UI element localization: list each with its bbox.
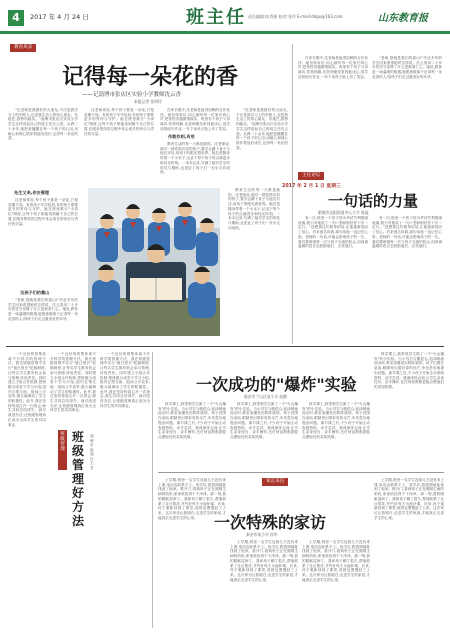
main-story-col1: "沈老师是我最好的大朋友,不仅是我学习上的引路人,也是我生活上的知心朋友。有她在,我特别踏实。"淄博市张店区实验小学学生这样说起自己的班主任沈云香。从教二十余年,她把爱播撒在每一个孩子的心田,用耐心和细心陪伴着他们成长,记得每一朵花的香。 — [8, 108, 78, 141]
main-story-subhead-2: 作敢作则,有用 — [168, 134, 195, 139]
side-story-col1: 一个良好的班集体离不开科学的管理方法。我在班级管理中实行"值日班长"轮换制度,让每名学生都有机会参与管理,体验责任。同时建立小组合作机制,把班级分成若干学习小组,组内互帮互助、组间公平竞争,极大地调动了学生的积极性。此外,我还坚持每周召开一次班会,师生共同总结得失、商讨改进办法,让班级管理真正成为全体学生的共同事业。 — [8, 352, 46, 427]
story-b-col1: 上学期,班里一名学生连续几天没有来上课,电话也联系不上。放学后,我按照地址找到了他家。推开门,看到孩子正在照顾生病的奶奶,家里收拾得干干净净。那一刻,我的眼眶湿润了。我和孩子聊了很久,帮他联系了社区帮扶,并约好每天为他补课。后来,孩子重新回到了课堂,成绩也慢慢赶了上来。这次家访让我明白,走进学生的家庭,才能真正走进学生的心里。 — [158, 478, 226, 520]
main-story-tag: 教育风采 — [10, 44, 36, 52]
story-a-headline: 一次成功的"爆炸"实验 — [196, 375, 357, 394]
section-divider — [6, 346, 444, 347]
story-b-col3: 上学期,班里一名学生连续几天没有来上课,电话也联系不上。放学后,我按照地址找到了他家。推开门,看到孩子正在照顾生病的奶奶,家里收拾得干干净净。那一刻,我的眼眶湿润了。我和孩子聊了很久,帮他联系了社区帮扶,并约好每天为他补课。后来,孩子重新回到了课堂,成绩也慢慢赶了上来。这次家访让我明白,走进学生的家庭,才能真正走进学生的心里。 — [302, 540, 370, 582]
main-story-col3b: 教育生活的每一天都是新的。沈老师说,面对一群性格各异的孩子,要学会蹲下身子与他们对话,用孩子的眼光看世界。她总是随身带着一个小本子,记录下每个孩子的点滴进步和闪光时刻。一本本记录,写满了她对学生的牵挂与期盼,也见证了孩子们一步步走向成熟。 — [160, 142, 230, 175]
story-a-col2: 科学课上,我带领学生做了一个"火山爆发"的小实验。当小苏打与醋混合,泡沫喷涌而出时,教室里爆发出阵阵欢呼。孩子们围在桌前,眼睛里闪着好奇的光芒,争先恐后地提出问题。那节课之后,不少孩子开始主动查阅资料、动手尝试。我深深体会到,让学生亲身经历、亲手操作,比任何说教都更能点燃他们的求知热情。 — [230, 402, 298, 439]
main-story-subheadline: ——记淄博市张店区实验小学教师沈云香 — [82, 92, 182, 98]
quote-story-body-1: 有一次,班里一个孩子因为考试失利情绪低落,我只对他说了一句:"老师相信你下次一定行。"没想到这句简单的话,让他重新找回了信心。后来他告诉我,那句话他一直记在心里。老师的一句话,可能会影响孩子的一生。我们要珍惜每一次与孩子交流的机会,用真诚温暖的语言去鼓励他们、点亮他们。 — [298, 216, 368, 249]
story-b-col2: 上学期,班里一名学生连续几天没有来上课,电话也联系不上。放学后,我按照地址找到了他家。推开门,看到孩子正在照顾生病的奶奶,家里收拾得干干净净。那一刻,我的眼眶湿润了。我和孩子聊了很久,帮他联系了社区帮扶,并约好每天为他补课。后来,孩子重新回到了课堂,成绩也慢慢赶了上来。这次家访让我明白,走进学生的家庭,才能真正走进学生的心里。 — [230, 540, 298, 582]
main-story-col7: "老师,您就是我们的靠山!"毕业多年的学生回来看望她时这样说。沈云香用二十多年的坚守诠释了什么是师者仁心。她说,教育是一场温暖的相遇,她愿意做那个记得每一朵花香的人,陪孩子们走过最美好的年华。 — [372, 56, 442, 79]
side-story-headline: 班级管理好方法 — [72, 430, 85, 528]
header-rule — [0, 31, 450, 34]
story-a-col3: 科学课上,我带领学生做了一个"火山爆发"的小实验。当小苏打与醋混合,泡沫喷涌而出时,教室里爆发出阵阵欢呼。孩子们围在桌前,眼睛里闪着好奇的光芒,争先恐后地提出问题。那节课之后,不少孩子开始主动查阅资料、动手尝试。我深深体会到,让学生亲身经历、亲手操作,比任何说教都更能点燃他们的求知热情。 — [302, 402, 370, 439]
main-story-col4: "沈老师是我最好的大朋友,不仅是我学习上的引路人,也是我生活上的知心朋友。有她在,我特别踏实。"淄博市张店区实验小学学生这样说起自己的班主任沈云香。从教二十余年,她把爱播撒在每一个孩子的心田,用耐心和细心陪伴着他们成长,记得每一朵花的香。 — [236, 108, 288, 150]
side-story-byline: 淄博市临淄区 王芳 — [90, 434, 94, 470]
quote-story-date: 2017 年 2 月 1 日 星期三 — [282, 184, 341, 189]
quote-story-tag: 主任论坛 — [298, 172, 324, 180]
main-story-subhead-3: 当孩子们的靠山 — [20, 290, 50, 295]
quote-story-headline: 一句话的力量 — [328, 192, 419, 210]
main-story-byline: 本报记者 张明玲 — [134, 99, 162, 104]
column-divider-2 — [152, 352, 153, 628]
page-number: 4 — [8, 10, 24, 26]
story-b-byline: 泰安市某小学 孙华 — [246, 532, 278, 537]
quote-story-byline: 肥城市仪阳街道中心小学 陈磊 — [318, 210, 369, 215]
main-story-col5: 教育生活的每一天都是新的。沈老师说,面对一群性格各异的孩子,要学会蹲下身子与他们对话,用孩子的眼光看世界。她总是随身带着一个小本子,记录下每个孩子的点滴进步和闪光时刻。一本本记录,写满了她对学生的牵挂与期盼,也见证了孩子们一步步走向成熟。 — [228, 188, 280, 230]
main-story-subhead-1: 先生又来,你去管理 — [14, 190, 50, 195]
story-divider — [158, 472, 444, 473]
side-story-col2: 一个良好的班集体离不开科学的管理方法。我在班级管理中实行"值日班长"轮换制度,让每名学生都有机会参与管理,体验责任。同时建立小组合作机制,把班级分成若干学习小组,组内互帮互助、组间公平竞争,极大地调动了学生的积极性。此外,我还坚持每周召开一次班会,师生共同总结得失、商讨改进办法,让班级管理真正成为全体学生的共同事业。 — [50, 352, 96, 413]
masthead — [0, 0, 450, 40]
story-a-col4: 科学课上,我带领学生做了一个"火山爆发"的小实验。当小苏打与醋混合,泡沫喷涌而出时,教室里爆发出阵阵欢呼。孩子们围在桌前,眼睛里闪着好奇的光芒,争先恐后地提出问题。那节课之后,不少孩子开始主动查阅资料、动手尝试。我深深体会到,让学生亲身经历、亲手操作,比任何说教都更能点燃他们的求知热情。 — [374, 352, 444, 389]
side-story-col3: 一个良好的班集体离不开科学的管理方法。我在班级管理中实行"值日班长"轮换制度,让每名学生都有机会参与管理,体验责任。同时建立小组合作机制,把班级分成若干学习小组,组内互帮互助、组间公平竞争,极大地调动了学生的积极性。此外,我还坚持每周召开一次班会,师生共同总结得失、商讨改进办法,让班级管理真正成为全体学生的共同事业。 — [100, 352, 150, 408]
main-story-col1b: 沈老师常说,每个孩子都是一朵花,只是花期不同。有的孩子早早绽放,有的孩子需要更多的等待与守护。她在班里推行"小岗位"制度,让每个孩子都能找到属于自己的位置,在服务集体的过程中体会成长的快乐与责任的分量。 — [8, 198, 78, 226]
main-story-col3: 在家长眼中,沈老师是值得信赖的合作伙伴。她坚持家访,用心倾听每一位家长的心声,把家校沟通做细做实。班里有个孩子父母离异,性格孤僻,沈老师便经常找他谈心,放学后陪他写作业,一年下来孩子脸上有了笑容。 — [160, 108, 230, 131]
issue-date: 2017 年 4 月 24 日 — [30, 13, 89, 21]
story-a-col1: 科学课上,我带领学生做了一个"火山爆发"的小实验。当小苏打与醋混合,泡沫喷涌而出时,教室里爆发出阵阵欢呼。孩子们围在桌前,眼睛里闪着好奇的光芒,争先恐后地提出问题。那节课之后,不少孩子开始主动查阅资料、动手尝试。我深深体会到,让学生亲身经历、亲手操作,比任何说教都更能点燃他们的求知热情。 — [158, 402, 226, 439]
main-story-col6: 在家长眼中,沈老师是值得信赖的合作伙伴。她坚持家访,用心倾听每一位家长的心声,把家校沟通做细做实。班里有个孩子父母离异,性格孤僻,沈老师便经常找他谈心,放学后陪他写作业,一年下来孩子脸上有了笑容。 — [298, 56, 368, 79]
main-story-col2: 沈老师常说,每个孩子都是一朵花,只是花期不同。有的孩子早早绽放,有的孩子需要更多的等待与守护。她在班里推行"小岗位"制度,让每个孩子都能找到属于自己的位置,在服务集体的过程中体会成长的快乐与责任的分量。 — [84, 108, 154, 136]
main-story-headline: 记得每一朵花的香 — [62, 64, 239, 90]
main-story-col1c: "老师,您就是我们的靠山!"毕业多年的学生回来看望她时这样说。沈云香用二十多年的坚守诠释了什么是师者仁心。她说,教育是一场温暖的相遇,她愿意做那个记得每一朵花香的人,陪孩子们走过最美好的年华。 — [8, 298, 78, 321]
side-story-tag: 班级管理 — [58, 430, 67, 470]
story-b-col4: 上学期,班里一名学生连续几天没有来上课,电话也联系不上。放学后,我按照地址找到了他家。推开门,看到孩子正在照顾生病的奶奶,家里收拾得干干净净。那一刻,我的眼眶湿润了。我和孩子聊了很久,帮他联系了社区帮扶,并约好每天为他补课。后来,孩子重新回到了课堂,成绩也慢慢赶了上来。这次家访让我明白,走进学生的家庭,才能真正走进学生的心里。 — [374, 478, 444, 520]
story-b-tag: 家长来信 — [262, 478, 288, 486]
section-title: 班主任 — [186, 7, 246, 28]
quote-story-body-2: 有一次,班里一个孩子因为考试失利情绪低落,我只对他说了一句:"老师相信你下次一定行。"没想到这句简单的话,让他重新找回了信心。后来他告诉我,那句话他一直记在心里。老师的一句话,可能会影响孩子的一生。我们要珍惜每一次与孩子交流的机会,用真诚温暖的语言去鼓励他们、点亮他们。 — [372, 216, 442, 249]
story-a-byline: 临沂市兰山区某小学 赵静 — [244, 394, 287, 399]
newspaper-logo: 山东教育报 — [378, 13, 428, 24]
editor-credits: 责任编辑:陈秀娟 校对:张玲 E-mail:ddgx@163.com — [248, 14, 343, 19]
story-b-headline: 一次特殊的家访 — [214, 513, 327, 532]
students-reading-photo — [88, 188, 220, 336]
